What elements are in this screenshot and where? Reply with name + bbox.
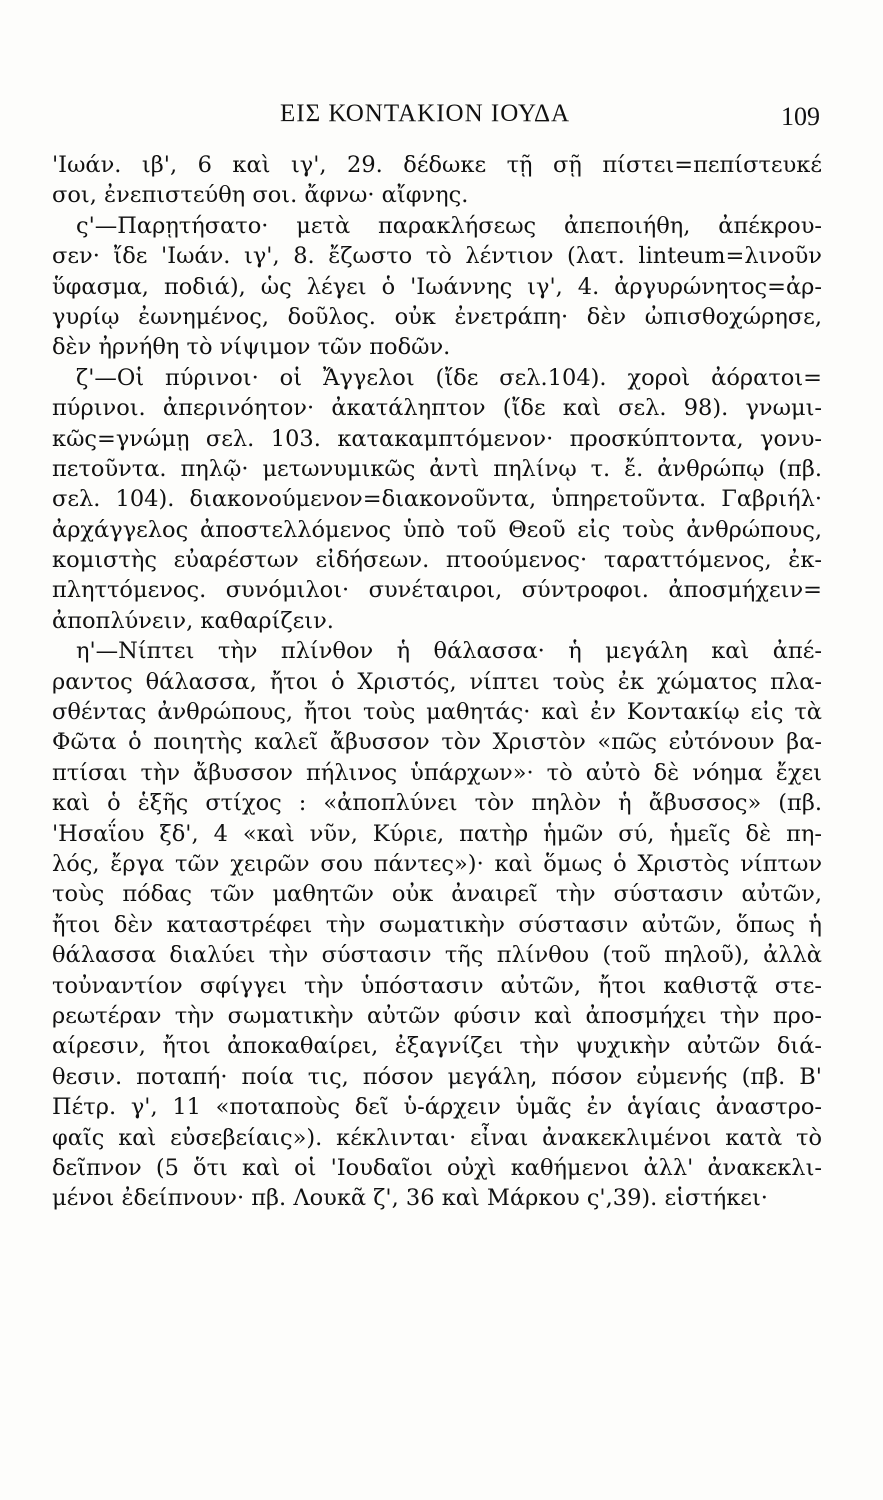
text-line: δεῖπνον (5 ὅτι καὶ οἱ 'Ιουδαῖοι οὐχὶ καθήμενοι ἀλλ' ἀνακεκλι-: [52, 1154, 822, 1181]
text-line: γυρίῳ ἐωνημένος, δοῦλος. οὐκ ἐνετράπη· δὲν ὠπισθοχώρησε,: [52, 303, 822, 330]
text-line: η'—Νίπτει τὴν πλίνθον ἡ θάλασσα· ἡ μεγάλη καὶ ἀπέ-: [76, 638, 822, 665]
text-line: κῶς=γνώμῃ σελ. 103. κατακαμπτόμενον· προσκύπτοντα, γονυ-: [52, 425, 822, 452]
page-header: [50, 100, 820, 140]
text-line: σεν· ἴδε 'Ιωάν. ιγ', 8. ἔζωστο τὸ λέντιον (λατ. linteum=λινοῦν: [52, 243, 822, 270]
text-line: θάλασσα διαλύει τὴν σύστασιν τῆς πλίνθου (τοῦ πηλοῦ), ἀλλὰ: [52, 942, 822, 969]
commentary-text: [52, 150, 822, 1214]
running-title: ΕΙΣ ΚΟΝΤΑΚΙΟΝ ΙΟΥΔΑ: [280, 100, 571, 127]
text-line: σοι, ἐνεπιστεύθη σοι. ἄφνω· αἴφνης.: [52, 182, 469, 209]
text-line: 'Ιωάν. ιβ', 6 καὶ ιγ', 29. δέδωκε τῇ σῇ πίστει=πεπίστευκέ: [52, 152, 822, 178]
text-line: ἀρχάγγελος ἀποστελλόμενος ὑπὸ τοῦ Θεοῦ εἰς τοὺς ἀνθρώπους,: [52, 516, 822, 543]
text-line: τοὐναντίον σφίγγει τὴν ὑπόστασιν αὐτῶν, ἤτοι καθιστᾷ στε-: [52, 972, 822, 999]
text-line: ὕφασμα, ποδιά), ὡς λέγει ὁ 'Ιωάννης ιγ', 4. ἀργυρώνητος=ἀρ-: [52, 273, 822, 300]
text-line: πύρινοι. ἀπερινόητον· ἀκατάληπτον (ἴδε καὶ σελ. 98). γνωμι-: [52, 395, 822, 422]
text-line: ραντος θάλασσα, ἤτοι ὁ Χριστός, νίπτει τοὺς ἐκ χώματος πλα-: [52, 668, 822, 695]
text-line: φαῖς καὶ εὐσεβείαις»). κέκλινται· εἶναι ἀνακεκλιμένοι κατὰ τὸ: [52, 1124, 822, 1151]
text-line: ζ'—Οἱ πύρινοι· οἱ Ἄγγελοι (ἴδε σελ.104). χοροὶ ἀόρατοι=: [76, 364, 822, 391]
text-line: πτίσαι τὴν ἄβυσσον πήλινος ὑπάρχων»· τὸ αὐτὸ δὲ νόημα ἔχει: [52, 759, 822, 786]
text-line: λός, ἔργα τῶν χειρῶν σου πάντες»)· καὶ ὅμως ὁ Χριστὸς νίπτων: [52, 850, 822, 877]
page-number: 109: [781, 102, 820, 131]
text-line: δὲν ἠρνήθη τὸ νίψιμον τῶν ποδῶν.: [52, 334, 451, 361]
text-line: κομιστὴς εὐαρέστων εἰδήσεων. πτοούμενος· ταραττόμενος, ἐκ-: [52, 547, 822, 574]
text-line: πληττόμενος. συνόμιλοι· συνέταιροι, σύντροφοι. ἀποσμήχειν=: [52, 577, 822, 604]
text-line: σθέντας ἀνθρώπους, ἤτοι τοὺς μαθητάς· καὶ ἐν Κοντακίῳ εἰς τὰ: [52, 699, 822, 726]
text-line: καὶ ὁ ἑξῆς στίχος : «ἀποπλύνει τὸν πηλὸν ἡ ἄβυσσος» (πβ.: [52, 790, 822, 817]
text-line: ρεωτέραν τὴν σωματικὴν αὐτῶν φύσιν καὶ ἀποσμήχει τὴν προ-: [52, 1002, 822, 1029]
text-line: 'Ησαΐου ξδ', 4 «καὶ νῦν, Κύριε, πατὴρ ἡμῶν σύ, ἡμεῖς δὲ πη-: [52, 820, 822, 847]
text-line: μένοι ἐδείπνουν· πβ. Λουκᾶ ζ', 36 καὶ Μάρκου ς',39). εἱστήκει·: [52, 1185, 768, 1212]
text-line: θεσιν. ποταπή· ποία τις, πόσον μεγάλη, πόσον εὐμενής (πβ. Β': [52, 1063, 822, 1090]
text-line: Πέτρ. γ', 11 «ποταποὺς δεῖ ὑ-άρχειν ὑμᾶς ἐν ἁγίαις ἀναστρο-: [52, 1094, 822, 1121]
text-line: ἀποπλύνειν, καθαρίζειν.: [52, 607, 334, 634]
text-line: αίρεσιν, ἤτοι ἀποκαθαίρει, ἐξαγνίζει τὴν ψυχικὴν αὐτῶν διά-: [52, 1033, 822, 1060]
text-line: ς'—Παρῃτήσατο· μετὰ παρακλήσεως ἀπεποιήθη, ἀπέκρου-: [76, 212, 822, 239]
text-line: ἤτοι δὲν καταστρέφει τὴν σωματικὴν σύστασιν αὐτῶν, ὅπως ἡ: [52, 911, 822, 938]
text-line: τοὺς πόδας τῶν μαθητῶν οὐκ ἀναιρεῖ τὴν σύστασιν αὐτῶν,: [52, 881, 822, 908]
text-line: σελ. 104). διακονούμενον=διακονοῦντα, ὑπηρετοῦντα. Γαβριήλ·: [52, 486, 822, 513]
text-line: Φῶτα ὁ ποιητὴς καλεῖ ἄβυσσον τὸν Χριστὸν «πῶς εὐτόνουν βα-: [52, 729, 822, 756]
text-line: πετοῦντα. πηλῷ· μετωνυμικῶς ἀντὶ πηλίνῳ τ. ἔ. ἀνθρώπῳ (πβ.: [52, 455, 822, 482]
